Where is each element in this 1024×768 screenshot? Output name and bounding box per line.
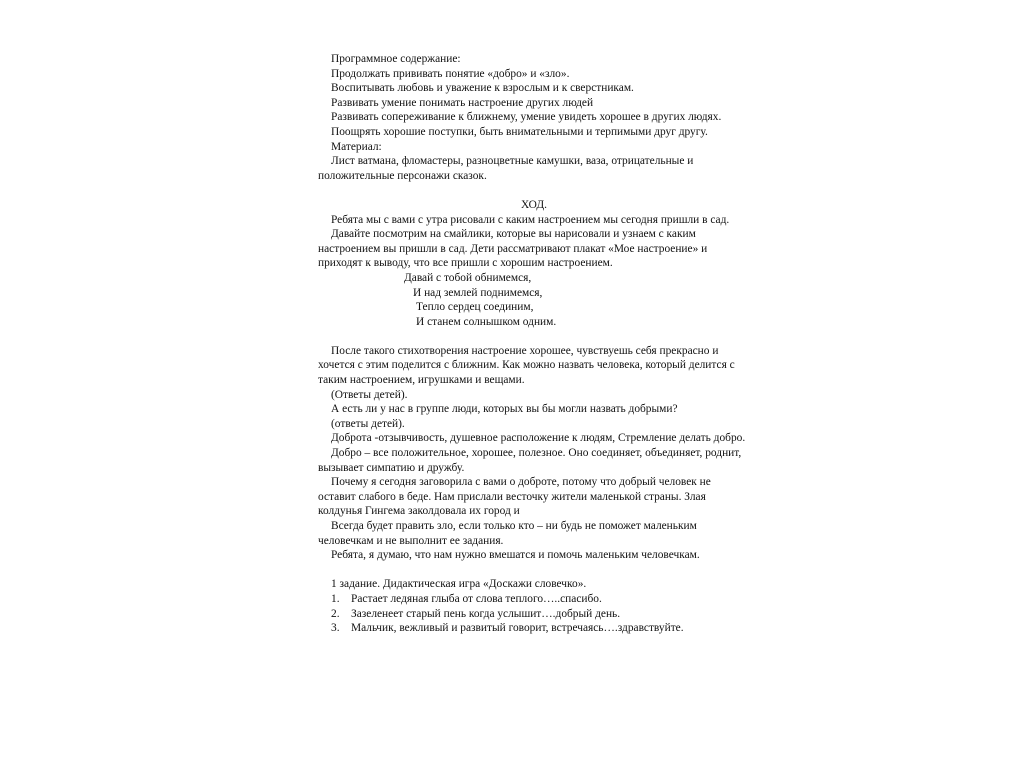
- list-text: Мальчик, вежливый и развитый говорит, встречаясь….здравствуйте.: [351, 622, 684, 635]
- list-number: 2.: [331, 607, 340, 620]
- goal-paragraph: Развивать сопереживание к ближнему, умение увидеть хорошее в других людях.: [331, 111, 722, 124]
- list-item: [318, 592, 750, 607]
- poem-line: Тепло сердец соединим,: [416, 301, 534, 314]
- section-heading: ХОД.: [521, 198, 547, 211]
- document-text-column: [318, 52, 750, 636]
- body-paragraph: (Ответы детей).: [331, 388, 408, 401]
- spacer: [318, 329, 750, 344]
- body-paragraph: После такого стихотворения настроение хорошее, чувствуешь себя прекрасно и хочется с этим поделится с ближним. Как можно назвать человека, который делится с таким настроением, игрушками и вещами.: [318, 344, 735, 387]
- goal-paragraph: Поощрять хорошие поступки, быть внимательными и терпимыми друг другу.: [331, 125, 708, 138]
- body-paragraph: Ребята мы с вами с утра рисовали с каким настроением мы сегодня пришли в сад.: [331, 213, 730, 226]
- poem-line: И станем солнышком одним.: [416, 315, 557, 328]
- list-text: Растает ледяная глыба от слова теплого…..спасибо.: [351, 592, 602, 605]
- list-item: [318, 607, 750, 622]
- body-paragraph: А есть ли у нас в группе люди, которых вы бы могли назвать добрыми?: [331, 403, 678, 416]
- goal-paragraph: Продолжать прививать понятие «добро» и «зло».: [331, 67, 570, 80]
- body-paragraph: Почему я сегодня заговорила с вами о доброте, потому что добрый человек не оставит слабого в беде. Нам прислали весточку жители маленькой страны. Злая колдунья Гингема заколдовала их город и: [318, 476, 711, 518]
- body-paragraph: Ребята, я думаю, что нам нужно вмешатся и помочь маленьким человечкам.: [331, 549, 700, 562]
- goal-paragraph: Развивать умение понимать настроение других людей: [331, 96, 594, 109]
- body-paragraph: Добро – все положительное, хорошее, полезное. Оно соединяет, объединяет, роднит, вызывает симпатию и дружбу.: [318, 447, 742, 474]
- spacer: [318, 183, 750, 198]
- body-paragraph: (ответы детей).: [331, 417, 405, 430]
- material-paragraph: Лист ватмана, фломастеры, разноцветные камушки, ваза, отрицательные и положительные персонажи сказок.: [318, 155, 694, 182]
- goal-paragraph: Воспитывать любовь и уважение к взрослым и к сверстникам.: [331, 82, 634, 95]
- task-heading: 1 задание. Дидактическая игра «Доскажи словечко».: [331, 578, 587, 591]
- material-heading: Материал:: [331, 140, 382, 153]
- body-paragraph: Давайте посмотрим на смайлики, которые вы нарисовали и узнаем с каким настроением вы пришли в сад. Дети рассматривают плакат «Мое настроение» и приходят к выводу, что все пришли с хорошим настроением.: [318, 228, 708, 270]
- body-paragraph: Доброта -отзывчивость, душевное расположение к людям, Стремление делать добро.: [331, 432, 746, 445]
- poem-line: Давай с тобой обнимемся,: [404, 271, 532, 284]
- list-text: Зазеленеет старый пень когда услышит….добрый день.: [351, 607, 621, 620]
- task-list: [318, 592, 750, 636]
- body-paragraph: Всегда будет править зло, если только кто – ни будь не поможет маленьким человечкам и не выполнит ее задания.: [318, 520, 697, 547]
- list-number: 3.: [331, 622, 340, 635]
- list-number: 1.: [331, 592, 340, 605]
- poem-line: И над землей поднимемся,: [413, 286, 543, 299]
- spacer: [318, 563, 750, 578]
- program-content-heading: Программное содержание:: [331, 53, 461, 65]
- list-item: [318, 621, 750, 636]
